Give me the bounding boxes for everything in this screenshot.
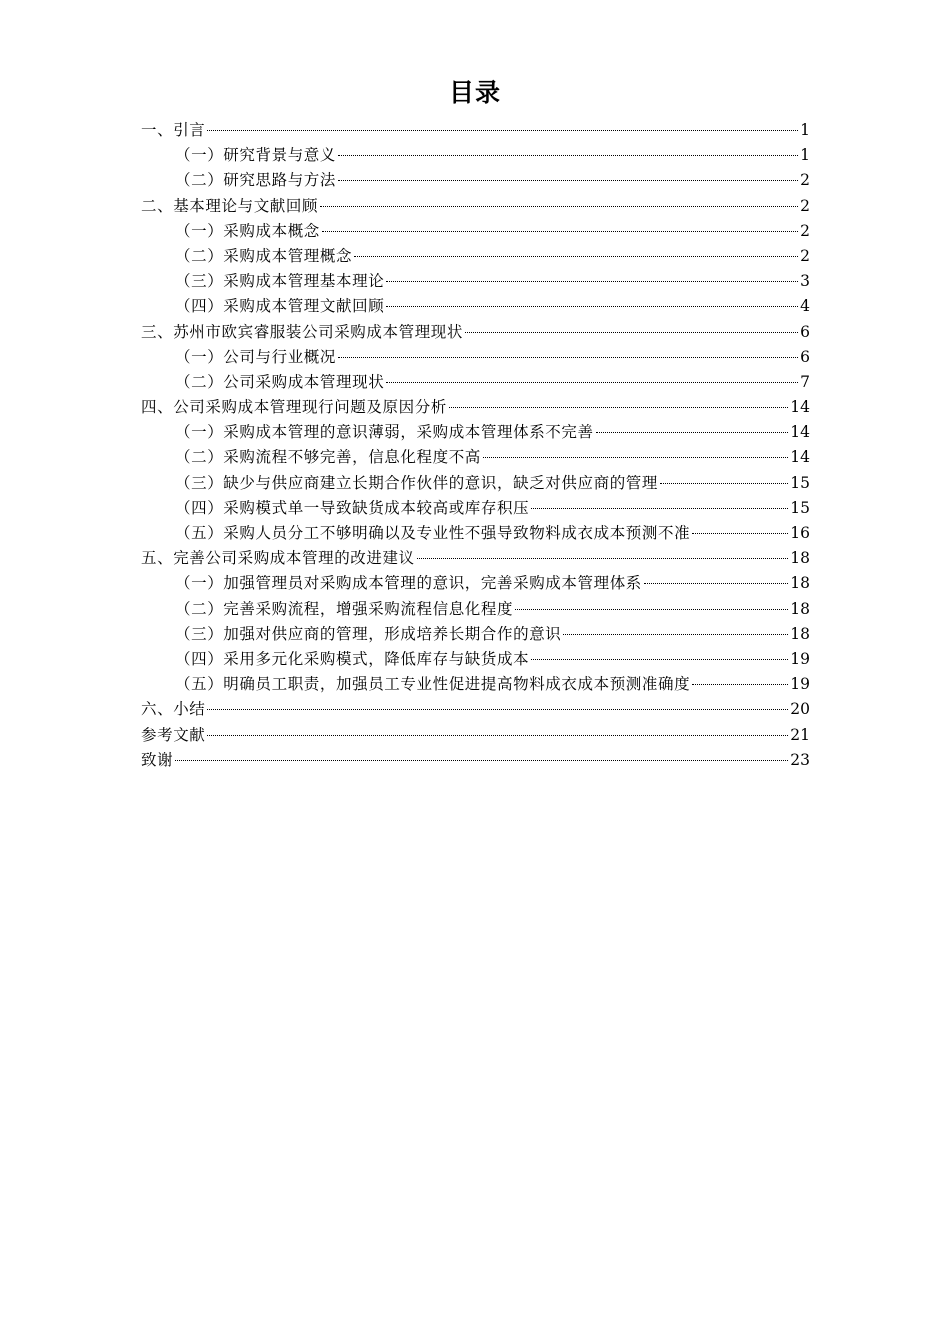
toc-page-number: 18 [790, 599, 810, 618]
toc-entry-section[interactable] [141, 269, 810, 294]
toc-entry-section[interactable] [141, 471, 810, 496]
toc-dot-leader [515, 609, 788, 610]
toc-entry-text: （一）公司与行业概况 [175, 347, 337, 366]
toc-entry-section[interactable] [141, 647, 810, 672]
toc-entry-section[interactable] [141, 244, 810, 269]
toc-entry-text: （二）完善采购流程，增强采购流程信息化程度 [175, 599, 514, 618]
toc-page-number: 15 [790, 473, 810, 492]
toc-page-number: 2 [800, 171, 810, 190]
toc-page-number: 1 [800, 121, 810, 139]
toc-entry-chapter[interactable] [141, 723, 810, 748]
toc-page-number: 14 [790, 423, 810, 442]
toc-entry-section[interactable] [141, 294, 810, 319]
toc-entry-section[interactable] [141, 219, 810, 244]
toc-page-number: 6 [800, 322, 810, 341]
toc-page-number: 14 [790, 448, 810, 467]
toc-dot-leader [449, 407, 788, 408]
toc-entry-chapter[interactable] [141, 395, 810, 420]
toc-dot-leader [531, 659, 788, 660]
toc-entry-section[interactable] [141, 496, 810, 521]
toc-entry-text: （一）研究背景与意义 [175, 146, 337, 165]
toc-page-number: 19 [790, 649, 810, 668]
toc-entry-text: （二）采购流程不够完善，信息化程度不高 [175, 448, 481, 467]
toc-entry-text: （四）采用多元化采购模式，降低库存与缺货成本 [175, 649, 530, 668]
toc-page-number: 4 [800, 297, 810, 316]
toc-entry-text: 五、完善公司采购成本管理的改进建议 [141, 549, 415, 568]
toc-dot-leader [354, 256, 798, 257]
toc-dot-leader [207, 709, 788, 710]
toc-page-number: 19 [790, 675, 810, 694]
toc-entry-text: （五）采购人员分工不够明确以及专业性不强导致物料成衣成本预测不准 [175, 524, 691, 542]
toc-page-number: 20 [790, 700, 810, 719]
toc-page-number: 16 [790, 524, 810, 542]
toc-page-number: 18 [790, 574, 810, 593]
toc-dot-leader [338, 180, 798, 181]
toc-entry-chapter[interactable] [141, 118, 810, 143]
toc-page-number: 14 [790, 398, 810, 417]
toc-page-number: 7 [800, 372, 810, 391]
toc-dot-leader [417, 558, 789, 559]
toc-dot-leader [531, 508, 788, 509]
toc-entry-chapter[interactable] [141, 697, 810, 722]
toc-entry-text: （一）采购成本管理的意识薄弱，采购成本管理体系不完善 [175, 423, 594, 442]
toc-entry-text: （四）采购成本管理文献回顾 [175, 297, 385, 316]
toc-page-number: 2 [800, 221, 810, 240]
toc-entry-section[interactable] [141, 143, 810, 168]
toc-entry-text: 致谢 [141, 750, 174, 769]
toc-dot-leader [386, 281, 798, 282]
toc-entry-section[interactable] [141, 597, 810, 622]
toc-dot-leader [386, 306, 798, 307]
toc-entry-chapter[interactable] [141, 546, 810, 571]
toc-entry-chapter[interactable] [141, 194, 810, 219]
toc-dot-leader [596, 432, 789, 433]
toc-entry-section[interactable] [141, 345, 810, 370]
toc-dot-leader [483, 457, 788, 458]
toc-entry-text: （二）采购成本管理概念 [175, 246, 353, 265]
toc-dot-leader [338, 357, 798, 358]
toc-entry-text: （三）加强对供应商的管理，形成培养长期合作的意识 [175, 624, 562, 643]
toc-entry-text: （二）公司采购成本管理现状 [175, 372, 385, 391]
toc-dot-leader [207, 130, 798, 131]
toc-entry-section[interactable] [141, 168, 810, 193]
toc-entry-chapter[interactable] [141, 320, 810, 345]
toc-page-number: 21 [790, 725, 810, 744]
toc-entry-section[interactable] [141, 571, 810, 596]
toc-dot-leader [175, 760, 788, 761]
toc-page-number: 1 [800, 146, 810, 165]
toc-page-number: 3 [800, 272, 810, 291]
toc-page-number: 6 [800, 347, 810, 366]
toc-entry-section[interactable] [141, 370, 810, 395]
toc-page-number: 18 [790, 624, 810, 643]
table-of-contents [141, 118, 810, 773]
toc-entry-text: （一）采购成本概念 [175, 221, 320, 240]
toc-dot-leader [207, 735, 788, 736]
toc-entry-text: （三）采购成本管理基本理论 [175, 272, 385, 291]
toc-entry-text: 四、公司采购成本管理现行问题及原因分析 [141, 398, 447, 417]
toc-entry-section[interactable] [141, 420, 810, 445]
toc-dot-leader [322, 231, 798, 232]
toc-dot-leader [644, 583, 788, 584]
toc-page-number: 2 [800, 246, 810, 265]
toc-entry-text: 三、苏州市欧宾睿服装公司采购成本管理现状 [141, 322, 464, 341]
toc-dot-leader [660, 483, 788, 484]
page-title: 目录 [448, 78, 501, 107]
toc-dot-leader [563, 634, 788, 635]
toc-entry-section[interactable] [141, 672, 810, 697]
toc-dot-leader [338, 155, 798, 156]
toc-page-number: 18 [790, 549, 810, 568]
toc-entry-text: 二、基本理论与文献回顾 [141, 196, 319, 215]
toc-page-number: 15 [790, 498, 810, 517]
toc-entry-text: 一、引言 [141, 121, 206, 139]
toc-page-number: 2 [800, 196, 810, 215]
toc-dot-leader [320, 206, 798, 207]
toc-entry-text: （五）明确员工职责，加强员工专业性促进提高物料成衣成本预测准确度 [175, 675, 691, 694]
toc-dot-leader [692, 533, 788, 534]
toc-entry-section[interactable] [141, 521, 810, 546]
toc-entry-section[interactable] [141, 622, 810, 647]
toc-entry-section[interactable] [141, 445, 810, 470]
toc-page-number: 23 [790, 750, 810, 769]
toc-dot-leader [386, 382, 798, 383]
toc-entry-chapter[interactable] [141, 748, 810, 773]
toc-entry-text: （四）采购模式单一导致缺货成本较高或库存积压 [175, 498, 530, 517]
toc-entry-text: （三）缺少与供应商建立长期合作伙伴的意识，缺乏对供应商的管理 [175, 473, 659, 492]
toc-dot-leader [465, 332, 798, 333]
toc-entry-text: （一）加强管理员对采购成本管理的意识，完善采购成本管理体系 [175, 574, 642, 593]
toc-entry-text: （二）研究思路与方法 [175, 171, 337, 190]
toc-dot-leader [692, 684, 788, 685]
toc-entry-text: 六、小结 [141, 700, 206, 719]
toc-entry-text: 参考文献 [141, 725, 206, 744]
